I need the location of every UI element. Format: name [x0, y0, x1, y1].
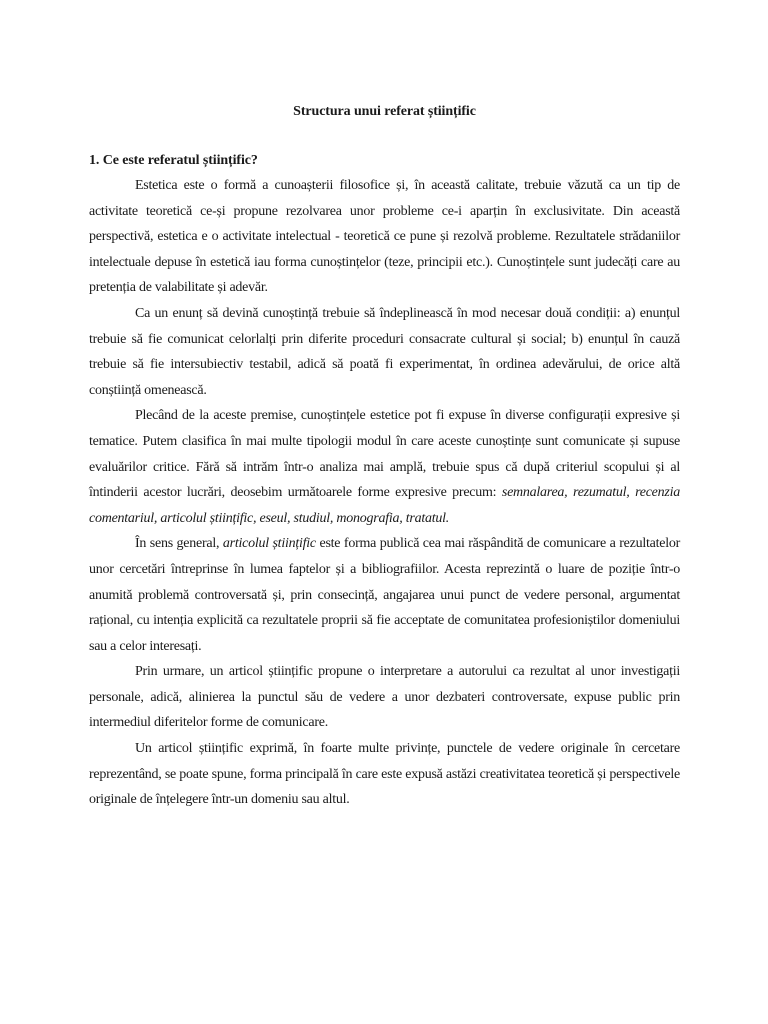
italic-text: articolul științific [222, 536, 316, 552]
body-paragraph [89, 173, 680, 301]
body-paragraph [89, 659, 680, 736]
paragraph-text: Estetica este o formă a cunoașterii filosofice și, în această calitate, trebuie văzută ca un tip de activitate teoretică ce-și propune rezolvarea unor probleme ce-i aparțin în exclusivitate. Din această perspectivă, estetica e o activitate intelectual - teoretică ce pune și rezolvă probleme. Rezultatele strădaniilor intelectuale depuse în estetică iau forma cunoștințelor (teze, principii etc.). Cunoștințele sunt judecăți care au pretenția de valabilitate și adevăr. [89, 178, 680, 296]
document-title: Structura unui referat științific [293, 104, 476, 119]
body-paragraph [89, 736, 680, 813]
paragraph-text: Plecând de la aceste premise, cunoștințele estetice pot fi expuse în diverse configurații expresive și tematice. Putem clasifica în mai multe tipologii modul în care aceste cunoștințe sunt comunicate și supuse evaluărilor critice. Fără să intrăm într-o analiza mai amplă, trebuie spus că după criteriul scopului și al întinderii acestor lucrări, deosebim următoarele forme expresive precum: [89, 408, 680, 501]
paragraph-text: În sens general, [135, 536, 223, 552]
paragraph-text: este forma publică cea mai răspândită de comunicare a rezultatelor unor cercetări întreprinse în lumea faptelor și a bibliografiilor. Acesta reprezintă o luare de poziție într-o anumită problemă controversată și, prin consecință, angajarea unui punct de vedere personal, argumentat rațional, cu intenția explicită ca rezultatele proprii să fie acceptate de comunitatea profesioniștilor domeniului sau a celor interesați. [89, 536, 680, 654]
section-heading: 1. Ce este referatul științific? [89, 153, 258, 168]
paragraph-text: Un articol științific exprimă, în foarte multe privințe, punctele de vedere originale în cercetare reprezentând, se poate spune, forma principală în care este expusă astăzi creativitatea teoretică și perspectivele originale de înțelegere într-un domeniu sau altul. [89, 741, 680, 808]
body-paragraph [89, 301, 680, 403]
paragraph-text: Ca un enunț să devină cunoștință trebuie să îndeplinească în mod necesar două condiții: a) enunțul trebuie să fie comunicat celorlalți prin diferite proceduri consacrate cultural și social; b) enunțul în cauză trebuie să fie intersubiectiv testabil, adică să poată fi experimentat, în ordinea adevărului, de orice altă conștiință omenească. [89, 305, 680, 398]
body-paragraph [89, 403, 680, 531]
document-body [89, 173, 680, 813]
paragraph-text: Prin urmare, un articol științific propune o interpretare a autorului ca rezultat al unor investigații personale, adică, alinierea la punctul său de vedere a unor dezbateri controversate, expuse public prin intermediul diferitelor forme de comunicare. [89, 664, 680, 731]
body-paragraph [89, 531, 680, 659]
italic-text: semnalarea, rezumatul, recenzia comentariul, articolul științific, eseul, studiul, monografia, tratatul. [89, 485, 680, 526]
